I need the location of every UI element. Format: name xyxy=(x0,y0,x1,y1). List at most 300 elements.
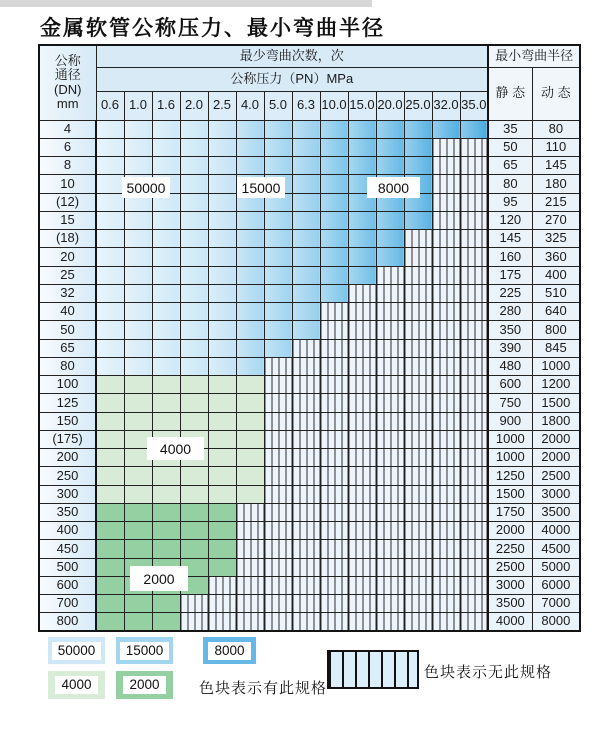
table-row xyxy=(39,120,580,138)
dn-cell: 350 xyxy=(39,503,96,521)
spec-cell xyxy=(124,211,152,229)
dn-cell: 700 xyxy=(39,595,96,613)
no-spec-cell xyxy=(348,412,376,430)
no-spec-cell xyxy=(460,540,488,558)
no-spec-cell xyxy=(460,449,488,467)
pressure-value-header: 35.0 xyxy=(460,91,488,120)
spec-cell xyxy=(320,266,348,284)
table-row xyxy=(39,467,580,485)
no-spec-cell xyxy=(432,412,460,430)
no-spec-cell xyxy=(264,503,292,521)
no-spec-cell xyxy=(460,248,488,266)
dynamic-radius-cell: 6000 xyxy=(532,576,580,594)
no-spec-cell xyxy=(180,595,208,613)
spec-cell xyxy=(96,576,124,594)
spec-cell xyxy=(264,157,292,175)
header-row-bend-cycles xyxy=(39,45,580,67)
no-spec-cell xyxy=(292,503,320,521)
no-spec-cell xyxy=(404,339,432,357)
dynamic-header: 动 态 xyxy=(532,67,580,120)
static-radius-cell: 225 xyxy=(488,284,532,302)
no-spec-cell xyxy=(292,430,320,448)
table-row xyxy=(39,303,580,321)
dn-cell: 40 xyxy=(39,303,96,321)
spec-cell xyxy=(208,522,236,540)
legend-no-spec-text: 色块表示无此规格 xyxy=(424,664,553,681)
no-spec-cell xyxy=(432,540,460,558)
spec-cell xyxy=(152,522,180,540)
legend-swatch-8000 xyxy=(203,637,256,664)
static-radius-cell: 350 xyxy=(488,321,532,339)
spec-cell xyxy=(320,138,348,156)
spec-cell xyxy=(180,175,208,193)
spec-cell xyxy=(348,138,376,156)
no-spec-cell xyxy=(180,613,208,631)
spec-cell xyxy=(264,211,292,229)
no-spec-cell xyxy=(460,613,488,631)
dynamic-radius-cell: 270 xyxy=(532,211,580,229)
pressure-value-header: 1.6 xyxy=(152,91,180,120)
spec-cell xyxy=(124,266,152,284)
no-spec-cell xyxy=(264,613,292,631)
spec-cell xyxy=(208,230,236,248)
spec-cell xyxy=(264,138,292,156)
corner-line2: 通径 xyxy=(54,67,81,83)
static-header: 静 态 xyxy=(488,67,532,120)
spec-cell xyxy=(124,522,152,540)
dynamic-radius-cell: 2000 xyxy=(532,430,580,448)
spec-cell xyxy=(236,303,264,321)
spec-cell xyxy=(320,120,348,138)
spec-cell xyxy=(320,211,348,229)
no-spec-cell xyxy=(264,540,292,558)
no-spec-cell xyxy=(264,595,292,613)
spec-cell xyxy=(236,284,264,302)
static-radius-cell: 1500 xyxy=(488,485,532,503)
no-spec-cell xyxy=(320,558,348,576)
spec-cell xyxy=(152,376,180,394)
no-spec-cell xyxy=(320,321,348,339)
no-spec-cell xyxy=(432,175,460,193)
table-row xyxy=(39,449,580,467)
spec-cell xyxy=(96,540,124,558)
legend-label-15000: 15000 xyxy=(120,642,170,660)
spec-cell xyxy=(124,595,152,613)
pressure-value-header: 6.3 xyxy=(292,91,320,120)
spec-cell xyxy=(236,321,264,339)
spec-cell xyxy=(208,412,236,430)
spec-cell xyxy=(180,120,208,138)
table-row xyxy=(39,157,580,175)
no-spec-cell xyxy=(320,430,348,448)
spec-cell xyxy=(236,357,264,375)
spec-cell xyxy=(180,321,208,339)
dn-cell: 15 xyxy=(39,211,96,229)
spec-cell xyxy=(96,558,124,576)
spec-cell xyxy=(208,503,236,521)
spec-cell xyxy=(124,138,152,156)
static-radius-cell: 65 xyxy=(488,157,532,175)
no-spec-cell xyxy=(432,303,460,321)
spec-cell xyxy=(292,284,320,302)
no-spec-cell xyxy=(264,412,292,430)
no-spec-cell xyxy=(460,522,488,540)
spec-cell xyxy=(432,120,460,138)
no-spec-cell xyxy=(404,522,432,540)
no-spec-cell xyxy=(348,357,376,375)
spec-cell xyxy=(320,157,348,175)
spec-cell xyxy=(348,211,376,229)
spec-cell xyxy=(180,467,208,485)
no-spec-cell xyxy=(320,357,348,375)
no-spec-cell xyxy=(460,394,488,412)
spec-cell xyxy=(208,467,236,485)
no-spec-cell xyxy=(264,485,292,503)
spec-cell xyxy=(292,138,320,156)
dn-cell: (175) xyxy=(39,430,96,448)
spec-cell xyxy=(208,303,236,321)
no-spec-cell xyxy=(432,394,460,412)
no-spec-cell xyxy=(404,449,432,467)
no-spec-cell xyxy=(404,558,432,576)
no-spec-cell xyxy=(404,230,432,248)
no-spec-cell xyxy=(292,558,320,576)
no-spec-cell xyxy=(264,357,292,375)
no-spec-cell xyxy=(348,485,376,503)
table-row xyxy=(39,412,580,430)
spec-cell xyxy=(152,138,180,156)
spec-cell xyxy=(152,266,180,284)
static-radius-cell: 2250 xyxy=(488,540,532,558)
no-spec-cell xyxy=(460,412,488,430)
spec-cell xyxy=(292,303,320,321)
no-spec-cell xyxy=(320,595,348,613)
corner-line4: mm xyxy=(56,96,79,112)
dynamic-radius-cell: 7000 xyxy=(532,595,580,613)
scan-artifact-strip xyxy=(0,0,372,7)
no-spec-cell xyxy=(236,503,264,521)
dn-cell: 300 xyxy=(39,485,96,503)
no-spec-cell xyxy=(460,230,488,248)
pressure-value-header: 15.0 xyxy=(348,91,376,120)
no-spec-cell xyxy=(264,430,292,448)
static-radius-cell: 600 xyxy=(488,376,532,394)
no-spec-cell xyxy=(348,430,376,448)
no-spec-cell xyxy=(376,376,404,394)
spec-cell xyxy=(208,485,236,503)
static-radius-cell: 35 xyxy=(488,120,532,138)
spec-cell xyxy=(152,357,180,375)
header-row-pressure xyxy=(39,67,580,91)
no-spec-cell xyxy=(404,467,432,485)
spec-cell xyxy=(124,376,152,394)
table-row xyxy=(39,138,580,156)
spec-cell xyxy=(376,211,404,229)
spec-cell xyxy=(124,321,152,339)
spec-cell xyxy=(208,430,236,448)
spec-cell xyxy=(180,540,208,558)
spec-cell xyxy=(236,485,264,503)
dn-cell: 125 xyxy=(39,394,96,412)
table-row xyxy=(39,284,580,302)
no-spec-cell xyxy=(348,540,376,558)
no-spec-cell xyxy=(376,430,404,448)
table-row xyxy=(39,321,580,339)
spec-cell xyxy=(264,266,292,284)
spec-cell xyxy=(124,303,152,321)
spec-cell xyxy=(180,266,208,284)
spec-cell xyxy=(124,540,152,558)
dynamic-radius-cell: 510 xyxy=(532,284,580,302)
table-row xyxy=(39,576,580,594)
static-radius-cell: 1750 xyxy=(488,503,532,521)
no-spec-cell xyxy=(432,248,460,266)
static-radius-cell: 900 xyxy=(488,412,532,430)
spec-cell xyxy=(180,339,208,357)
no-spec-cell xyxy=(432,138,460,156)
legend-swatch-15000 xyxy=(116,637,173,664)
dynamic-radius-cell: 215 xyxy=(532,193,580,211)
no-spec-cell xyxy=(460,138,488,156)
no-spec-cell xyxy=(236,558,264,576)
spec-cell xyxy=(152,339,180,357)
static-radius-cell: 80 xyxy=(488,175,532,193)
spec-cell xyxy=(292,175,320,193)
no-spec-cell xyxy=(236,613,264,631)
spec-cell xyxy=(264,248,292,266)
spec-cell xyxy=(180,503,208,521)
spec-cell xyxy=(96,339,124,357)
spec-cell xyxy=(152,613,180,631)
no-spec-cell xyxy=(376,558,404,576)
spec-cell xyxy=(292,157,320,175)
static-radius-cell: 280 xyxy=(488,303,532,321)
no-spec-cell xyxy=(460,303,488,321)
static-radius-cell: 1250 xyxy=(488,467,532,485)
spec-cell xyxy=(96,357,124,375)
dn-cell: (12) xyxy=(39,193,96,211)
static-radius-cell: 95 xyxy=(488,193,532,211)
no-spec-cell xyxy=(320,339,348,357)
spec-cell xyxy=(96,284,124,302)
no-spec-cell xyxy=(460,321,488,339)
spec-cell xyxy=(152,230,180,248)
no-spec-cell xyxy=(376,339,404,357)
bend-cycles-header: 最少弯曲次数，次 xyxy=(96,45,488,67)
spec-cell xyxy=(180,303,208,321)
spec-cell xyxy=(152,467,180,485)
spec-cell xyxy=(236,157,264,175)
spec-cell xyxy=(320,284,348,302)
spec-cell xyxy=(376,248,404,266)
spec-cell xyxy=(264,284,292,302)
no-spec-cell xyxy=(292,540,320,558)
spec-cell xyxy=(208,339,236,357)
dynamic-radius-cell: 3000 xyxy=(532,485,580,503)
no-spec-cell xyxy=(460,157,488,175)
static-radius-cell: 50 xyxy=(488,138,532,156)
dn-cell: 800 xyxy=(39,613,96,631)
spec-cell xyxy=(348,266,376,284)
region-label-2000: 2000 xyxy=(130,566,188,591)
spec-cell xyxy=(264,321,292,339)
no-spec-cell xyxy=(404,430,432,448)
spec-cell xyxy=(180,394,208,412)
spec-cell xyxy=(124,120,152,138)
no-spec-cell xyxy=(432,193,460,211)
static-radius-cell: 3500 xyxy=(488,595,532,613)
no-spec-cell xyxy=(432,357,460,375)
spec-cell xyxy=(124,485,152,503)
legend-has-spec-text: 色块表示有此规格 xyxy=(199,680,328,697)
spec-cell xyxy=(208,248,236,266)
dn-cell: 65 xyxy=(39,339,96,357)
dynamic-radius-cell: 800 xyxy=(532,321,580,339)
spec-cell xyxy=(404,120,432,138)
spec-cell xyxy=(152,211,180,229)
no-spec-cell xyxy=(348,595,376,613)
spec-cell xyxy=(124,357,152,375)
spec-cell xyxy=(460,120,488,138)
table-row xyxy=(39,394,580,412)
no-spec-cell xyxy=(404,284,432,302)
spec-cell xyxy=(180,376,208,394)
no-spec-cell xyxy=(264,376,292,394)
spec-cell xyxy=(96,394,124,412)
dynamic-radius-cell: 325 xyxy=(532,230,580,248)
no-spec-cell xyxy=(376,284,404,302)
spec-cell xyxy=(348,157,376,175)
no-spec-cell xyxy=(460,467,488,485)
static-radius-cell: 1000 xyxy=(488,430,532,448)
spec-cell xyxy=(180,357,208,375)
table-row xyxy=(39,540,580,558)
spec-cell xyxy=(96,303,124,321)
no-spec-cell xyxy=(432,595,460,613)
spec-cell xyxy=(292,321,320,339)
dn-cell: 25 xyxy=(39,266,96,284)
no-spec-cell xyxy=(376,357,404,375)
no-spec-cell xyxy=(432,467,460,485)
dn-cell: 100 xyxy=(39,376,96,394)
no-spec-cell xyxy=(292,613,320,631)
dynamic-radius-cell: 2500 xyxy=(532,467,580,485)
no-spec-cell xyxy=(236,522,264,540)
no-spec-cell xyxy=(376,266,404,284)
dn-cell: 8 xyxy=(39,157,96,175)
no-spec-cell xyxy=(376,595,404,613)
static-radius-cell: 480 xyxy=(488,357,532,375)
no-spec-cell xyxy=(320,576,348,594)
dynamic-radius-cell: 1200 xyxy=(532,376,580,394)
dynamic-radius-cell: 80 xyxy=(532,120,580,138)
no-spec-cell xyxy=(404,540,432,558)
no-spec-cell xyxy=(264,558,292,576)
no-spec-cell xyxy=(404,485,432,503)
static-radius-cell: 2000 xyxy=(488,522,532,540)
legend-label-50000: 50000 xyxy=(52,642,102,660)
spec-cell xyxy=(124,467,152,485)
no-spec-cell xyxy=(404,303,432,321)
spec-cell xyxy=(236,430,264,448)
no-spec-cell xyxy=(320,522,348,540)
no-spec-cell xyxy=(376,522,404,540)
dynamic-radius-cell: 1800 xyxy=(532,412,580,430)
region-label-8000: 8000 xyxy=(367,177,420,198)
spec-cell xyxy=(208,266,236,284)
spec-cell xyxy=(180,193,208,211)
static-radius-cell: 1000 xyxy=(488,449,532,467)
spec-cell xyxy=(348,120,376,138)
table-row xyxy=(39,522,580,540)
legend-label-2000: 2000 xyxy=(123,676,165,694)
static-radius-cell: 3000 xyxy=(488,576,532,594)
no-spec-cell xyxy=(432,449,460,467)
spec-cell xyxy=(208,157,236,175)
spec-cell xyxy=(404,211,432,229)
no-spec-cell xyxy=(432,230,460,248)
spec-cell xyxy=(404,157,432,175)
spec-cell xyxy=(208,284,236,302)
spec-cell xyxy=(96,613,124,631)
static-radius-cell: 2500 xyxy=(488,558,532,576)
spec-cell xyxy=(208,120,236,138)
table-row xyxy=(39,503,580,521)
spec-cell xyxy=(96,503,124,521)
spec-cell xyxy=(320,193,348,211)
corner-cell-dn xyxy=(39,45,96,120)
no-spec-cell xyxy=(376,467,404,485)
table-row xyxy=(39,558,580,576)
spec-cell xyxy=(236,211,264,229)
no-spec-cell xyxy=(404,576,432,594)
spec-cell xyxy=(96,193,124,211)
legend-label-8000: 8000 xyxy=(208,642,250,660)
spec-cell xyxy=(152,540,180,558)
no-spec-cell xyxy=(432,339,460,357)
dn-cell: 80 xyxy=(39,357,96,375)
no-spec-cell xyxy=(460,211,488,229)
static-radius-cell: 160 xyxy=(488,248,532,266)
no-spec-cell xyxy=(460,576,488,594)
no-spec-cell xyxy=(292,485,320,503)
table-row xyxy=(39,485,580,503)
no-spec-cell xyxy=(320,540,348,558)
spec-cell xyxy=(264,303,292,321)
spec-cell xyxy=(96,138,124,156)
no-spec-cell xyxy=(348,339,376,357)
no-spec-cell xyxy=(460,430,488,448)
no-spec-cell xyxy=(460,266,488,284)
spec-cell xyxy=(292,248,320,266)
pressure-value-header: 0.6 xyxy=(96,91,124,120)
spec-cell xyxy=(236,449,264,467)
dynamic-radius-cell: 145 xyxy=(532,157,580,175)
spec-cell xyxy=(292,230,320,248)
no-spec-cell xyxy=(236,595,264,613)
dynamic-radius-cell: 5000 xyxy=(532,558,580,576)
dn-cell: 450 xyxy=(39,540,96,558)
static-radius-cell: 750 xyxy=(488,394,532,412)
no-spec-cell xyxy=(376,540,404,558)
dynamic-radius-cell: 640 xyxy=(532,303,580,321)
static-radius-cell: 145 xyxy=(488,230,532,248)
dynamic-radius-cell: 2000 xyxy=(532,449,580,467)
spec-cell xyxy=(292,120,320,138)
no-spec-cell xyxy=(348,613,376,631)
dn-cell: 4 xyxy=(39,120,96,138)
spec-cell xyxy=(376,138,404,156)
